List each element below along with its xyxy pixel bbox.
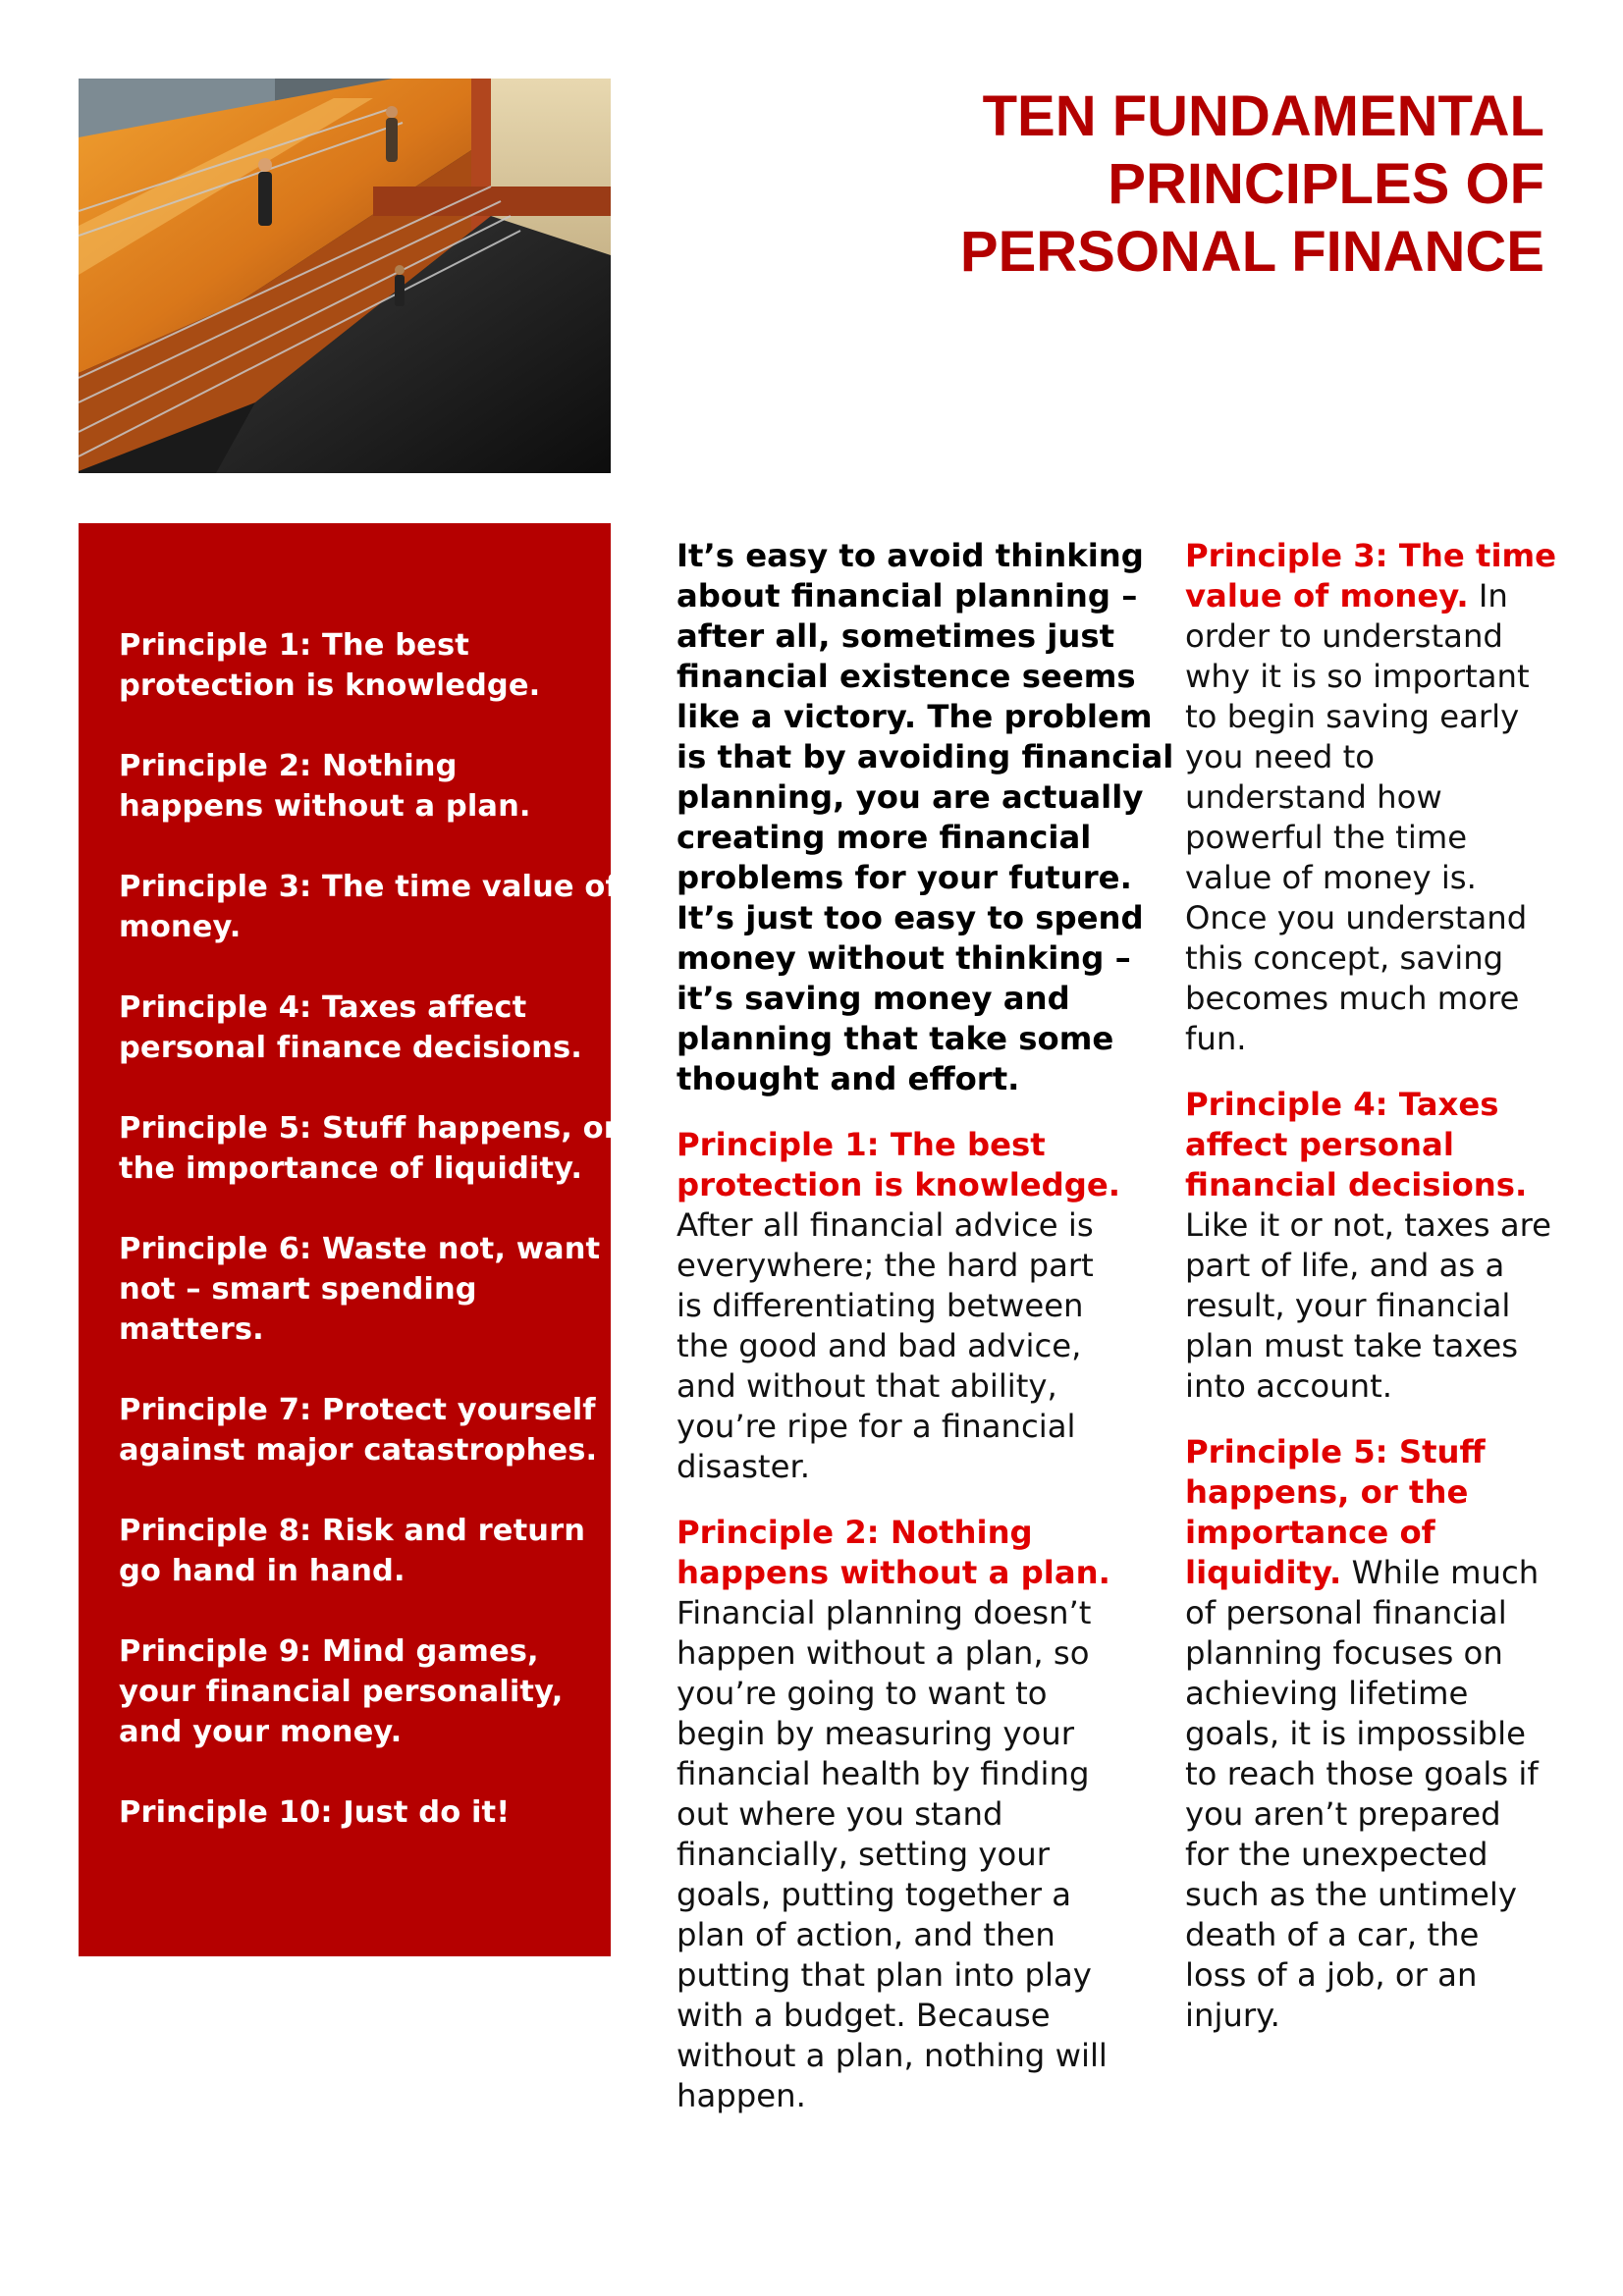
body-line: plan of action, and then — [676, 1916, 1055, 1953]
principle-line: Principle 7: Protect yourself — [119, 1393, 596, 1427]
principle-item-2 — [119, 746, 581, 827]
principle-line: Principle 2: Nothing — [119, 749, 458, 783]
intro-line: planning, you are actually — [676, 778, 1144, 816]
body-line: financial health by finding — [676, 1755, 1090, 1792]
body-line: Financial planning doesn’t — [676, 1594, 1092, 1631]
principle-3-heading-end: value of money. — [1185, 577, 1469, 614]
principle-line: matters. — [119, 1312, 264, 1347]
principle-item-8 — [119, 1511, 586, 1591]
body-line: this concept, saving — [1185, 939, 1504, 977]
intro-line: after all, sometimes just — [676, 617, 1115, 655]
middle-column — [676, 536, 1174, 2116]
principle-item-9 — [119, 1631, 581, 1752]
body-fragment: In — [1468, 577, 1508, 614]
body-line: such as the untimely — [1185, 1876, 1517, 1913]
principle-4-heading: affect personal — [1185, 1126, 1454, 1163]
principle-3-heading: Principle 3: The time — [1185, 537, 1557, 574]
intro-line: problems for your future. — [676, 859, 1132, 896]
body-line: powerful the time — [1185, 819, 1468, 856]
title-line: TEN FUNDAMENTAL — [982, 84, 1544, 148]
principle-1-heading: protection is knowledge. — [676, 1166, 1121, 1203]
body-line: is differentiating between — [676, 1287, 1084, 1324]
body-line: result, your financial — [1185, 1287, 1511, 1324]
body-line: part of life, and as a — [1185, 1247, 1505, 1284]
body-line: fun. — [1185, 1020, 1247, 1057]
principle-5-heading-line — [1185, 1553, 1548, 1593]
body-line: the good and bad advice, — [676, 1327, 1082, 1364]
intro-line: money without thinking – — [676, 939, 1131, 977]
body-line: putting that plan into play — [676, 1956, 1092, 1994]
title-line: PRINCIPLES OF — [1108, 152, 1544, 216]
principle-line: Principle 6: Waste not, want — [119, 1232, 601, 1266]
body-line: why it is so important — [1185, 658, 1530, 695]
body-line: value of money is. — [1185, 859, 1477, 896]
intro-line: planning that take some — [676, 1020, 1114, 1057]
principle-line: not – smart spending — [119, 1272, 477, 1307]
principle-item-5 — [119, 1108, 619, 1189]
intro-line: It’s easy to avoid thinking — [676, 537, 1144, 574]
title-line: PERSONAL FINANCE — [959, 220, 1544, 284]
intro-line: financial existence seems — [676, 658, 1136, 695]
principle-5-heading: Principle 5: Stuff — [1185, 1433, 1486, 1470]
body-line: Once you understand — [1185, 899, 1528, 936]
body-line: goals, putting together a — [676, 1876, 1072, 1913]
right-column — [1185, 536, 1557, 2036]
page-title — [759, 82, 1544, 286]
intro-line: thought and effort. — [676, 1060, 1020, 1097]
principle-5-heading: happens, or the — [1185, 1473, 1469, 1511]
intro-line: is that by avoiding financial — [676, 738, 1174, 775]
body-line: death of a car, the — [1185, 1916, 1480, 1953]
body-line: Like it or not, taxes are — [1185, 1206, 1552, 1244]
body-line: with a budget. Because — [676, 1997, 1051, 2034]
principle-item-3 — [119, 867, 619, 947]
principle-line: Principle 9: Mind games, — [119, 1634, 539, 1669]
principle-4-heading: Principle 4: Taxes — [1185, 1086, 1499, 1123]
principle-5-section — [1185, 1432, 1548, 2036]
body-line: to reach those goals if — [1185, 1755, 1539, 1792]
principle-line: Principle 1: The best — [119, 628, 469, 663]
body-line: happen. — [676, 2077, 806, 2114]
principle-2-section — [676, 1513, 1128, 2116]
body-line: into account. — [1185, 1367, 1393, 1405]
principle-1-heading: Principle 1: The best — [676, 1126, 1046, 1163]
body-line: disaster. — [676, 1448, 811, 1485]
body-line: After all financial advice is — [676, 1206, 1094, 1244]
principle-2-heading: happens without a plan. — [676, 1554, 1110, 1591]
principle-line: personal finance decisions. — [119, 1031, 582, 1065]
principle-line: Principle 3: The time value of — [119, 870, 619, 904]
principle-line: the importance of liquidity. — [119, 1151, 583, 1186]
body-line: for the unexpected — [1185, 1836, 1488, 1873]
principle-4-section — [1185, 1085, 1552, 1407]
body-line: understand how — [1185, 778, 1442, 816]
principle-4-heading: financial decisions. — [1185, 1166, 1528, 1203]
principle-item-6 — [119, 1229, 601, 1350]
body-fragment: While much — [1341, 1554, 1540, 1591]
body-line: out where you stand — [676, 1795, 1003, 1833]
principle-3-heading-line — [1185, 576, 1548, 616]
body-line: becomes much more — [1185, 980, 1520, 1017]
principles-sidebar — [79, 523, 619, 1956]
intro-line: creating more financial — [676, 819, 1092, 856]
intro-line: like a victory. The problem — [676, 698, 1153, 735]
principle-item-10 — [119, 1792, 581, 1833]
principle-2-heading: Principle 2: Nothing — [676, 1514, 1033, 1551]
principle-line: Principle 5: Stuff happens, or — [119, 1111, 619, 1146]
body-line: goals, it is impossible — [1185, 1715, 1527, 1752]
intro-line: It’s just too easy to spend — [676, 899, 1144, 936]
intro-paragraph — [676, 536, 1174, 1099]
principle-line: Principle 10: Just do it! — [119, 1795, 511, 1830]
intro-line: about financial planning – — [676, 577, 1138, 614]
body-line: without a plan, nothing will — [676, 2037, 1108, 2074]
principle-line: go hand in hand. — [119, 1554, 406, 1588]
body-line: of personal financial — [1185, 1594, 1507, 1631]
body-line: begin by measuring your — [676, 1715, 1074, 1752]
body-line: you’re going to want to — [676, 1675, 1048, 1712]
principle-line: Principle 8: Risk and return — [119, 1514, 586, 1548]
principle-item-7 — [119, 1390, 598, 1470]
body-line: and without that ability, — [676, 1367, 1057, 1405]
body-line: achieving lifetime — [1185, 1675, 1469, 1712]
principle-5-heading-end: liquidity. — [1185, 1554, 1342, 1591]
principle-line: protection is knowledge. — [119, 668, 541, 703]
body-line: you aren’t prepared — [1185, 1795, 1501, 1833]
body-line: loss of a job, or an — [1185, 1956, 1478, 1994]
principle-line: Principle 4: Taxes affect — [119, 990, 527, 1025]
principle-5-heading: importance of — [1185, 1514, 1435, 1551]
principle-line: happens without a plan. — [119, 789, 531, 824]
principle-line: against major catastrophes. — [119, 1433, 598, 1468]
intro-line: it’s saving money and — [676, 980, 1070, 1017]
body-line: financially, setting your — [676, 1836, 1051, 1873]
office-walkway-photo — [79, 79, 611, 473]
body-line: everywhere; the hard part — [676, 1247, 1094, 1284]
body-line: injury. — [1185, 1997, 1280, 2034]
body-line: plan must take taxes — [1185, 1327, 1519, 1364]
body-line: you need to — [1185, 738, 1376, 775]
principle-3-section — [1185, 536, 1557, 1059]
body-line: to begin saving early — [1185, 698, 1520, 735]
principle-line: money. — [119, 910, 242, 944]
principle-line: and your money. — [119, 1715, 403, 1749]
body-line: you’re ripe for a financial — [676, 1408, 1076, 1445]
body-line: planning focuses on — [1185, 1634, 1503, 1672]
body-line: happen without a plan, so — [676, 1634, 1090, 1672]
principle-item-1 — [119, 625, 581, 706]
principle-line: your financial personality, — [119, 1675, 564, 1709]
body-line: order to understand — [1185, 617, 1503, 655]
principle-1-section — [676, 1125, 1128, 1487]
principle-item-4 — [119, 988, 581, 1068]
